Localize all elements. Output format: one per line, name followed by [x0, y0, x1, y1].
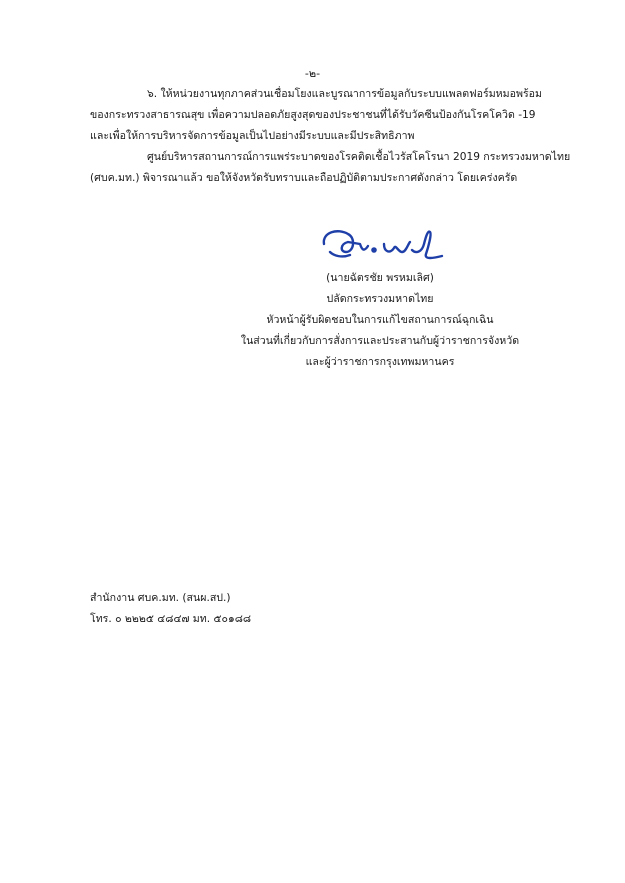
- paragraph-line: ๖. ให้หน่วยงานทุกภาคส่วนเชื่อมโยงและบูรณาการข้อมูลกับระบบแพลตฟอร์มหมอพร้อม: [147, 88, 543, 100]
- signature-block: [230, 268, 530, 373]
- page-number: -๒-: [304, 67, 321, 80]
- paragraph-line: ของกระทรวงสาธารณสุข เพื่อความปลอดภัยสูงสุดของประชาชนที่ได้รับวัคซีนป้องกันโรคโควิด -19: [90, 109, 536, 121]
- paragraph-request: [90, 147, 571, 189]
- handwritten-signature: [316, 222, 448, 268]
- signatory-name: (นายฉัตรชัย พรหมเลิศ): [326, 272, 434, 284]
- paragraph-line: และเพื่อให้การบริหารจัดการข้อมูลเป็นไปอย่างมีระบบและมีประสิทธิภาพ: [90, 130, 415, 142]
- phone-number: โทร. ๐ ๒๒๒๕ ๔๘๔๗ มท. ๕๐๑๘๘: [90, 613, 252, 625]
- signatory-position: ปลัดกระทรวงมหาดไทย: [326, 293, 434, 305]
- signatory-position: หัวหน้าผู้รับผิดชอบในการแก้ไขสถานการณ์ฉุกเฉิน: [266, 314, 494, 326]
- paragraph-item-6: [90, 84, 543, 147]
- paragraph-line: ศูนย์บริหารสถานการณ์การแพร่ระบาดของโรคติดเชื้อไวรัสโคโรนา 2019 กระทรวงมหาดไทย: [147, 151, 571, 163]
- office-name: สำนักงาน ศบค.มท. (สนผ.สป.): [90, 592, 231, 604]
- paragraph-line: (ศบค.มท.) พิจารณาแล้ว ขอให้จังหวัดรับทราบและถือปฏิบัติตามประกาศดังกล่าว โดยเคร่งครัด: [90, 172, 518, 184]
- signatory-position: และผู้ว่าราชการกรุงเทพมหานคร: [305, 356, 455, 368]
- footer-contact: [90, 588, 251, 630]
- signatory-position: ในส่วนที่เกี่ยวกับการสั่งการและประสานกับผู้ว่าราชการจังหวัด: [240, 335, 520, 347]
